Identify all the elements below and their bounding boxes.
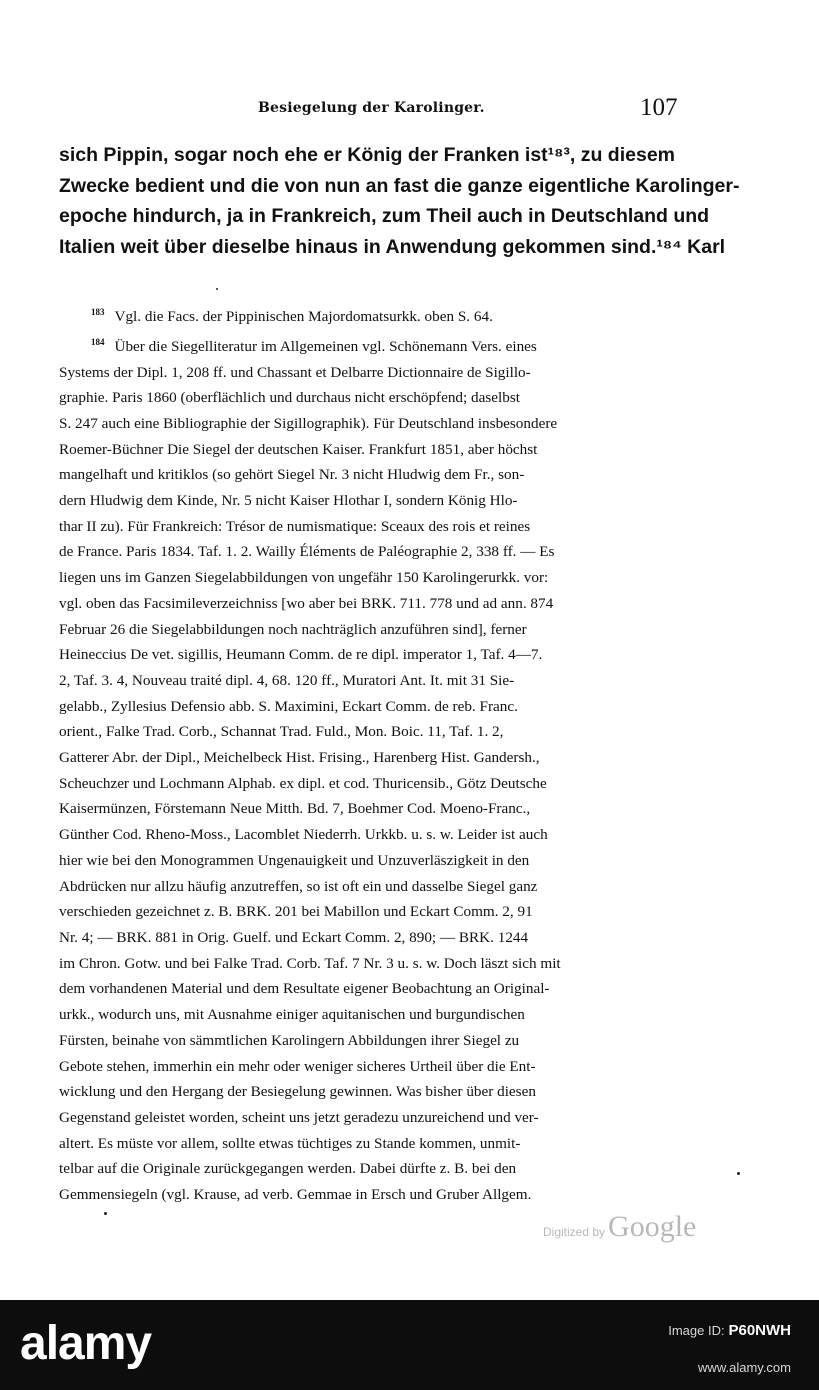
footnote-text: Günther Cod. Rheno-Moss., Lacomblet Niederrh. Urkkb. u. s. w. Leider ist auch — [59, 826, 548, 844]
footnote-text: Über die Siegelliteratur im Allgemeinen vgl. Schönemann Vers. eines — [114, 337, 537, 355]
footnote-line — [59, 1105, 685, 1131]
footnote-line — [59, 617, 685, 643]
footnote-line — [59, 539, 685, 565]
alamy-logo: alamy — [20, 1317, 152, 1370]
footnote-text: wicklung und den Hergang der Besiegelung gewinnen. Was bisher über diesen — [59, 1083, 536, 1101]
footnote-line — [59, 848, 685, 874]
image-id-value: P60NWH — [728, 1322, 791, 1339]
footnote-text: Fürsten, beinahe von sämmtlichen Karolingern Abbildungen ihrer Siegel zu — [59, 1031, 520, 1049]
footnote-text: im Chron. Gotw. und bei Falke Trad. Corb. Taf. 7 Nr. 3 u. s. w. Doch läszt sich mit — [59, 954, 561, 972]
footnote-text: telbar auf die Originale zurückgegangen werden. Dabei dürfte z. B. bei den — [59, 1160, 517, 1178]
main-text-line: Italien weit über dieselbe hinaus in Anwendung gekommen sind.¹⁸⁴ Karl — [59, 235, 726, 258]
footnote-text: Nr. 4; — BRK. 881 in Orig. Guelf. und Eckart Comm. 2, 890; — BRK. 1244 — [59, 929, 529, 946]
footnote-text: Roemer-Büchner Die Siegel der deutschen Kaiser. Frankfurt 1851, aber höchst — [59, 440, 538, 458]
footnote-line — [59, 462, 685, 488]
site-url: www.alamy.com — [698, 1360, 791, 1375]
footnote-text: verschieden gezeichnet z. B. BRK. 201 bei Mabillon und Eckart Comm. 2, 91 — [59, 903, 533, 921]
footnote-line — [59, 899, 685, 925]
footnote-line — [59, 1028, 685, 1054]
footnote-text: Systems der Dipl. 1, 208 ff. und Chassant et Delbarre Dictionnaire de Sigillo- — [59, 363, 531, 381]
footnote-text: Heineccius De vet. sigillis, Heumann Comm. de re dipl. imperator 1, Taf. 4—7. — [59, 646, 543, 664]
footnote-text: gelabb., Zyllesius Defensio abb. S. Maximini, Eckart Comm. de reb. Franc. — [59, 697, 518, 715]
footnote-line — [59, 719, 685, 745]
footnote-text: liegen uns im Ganzen Siegelabbildungen von ungefähr 150 Karolingerurkk. vor: — [59, 569, 549, 587]
footnote-line — [59, 642, 685, 668]
footnote-line — [59, 771, 685, 797]
footnote-line — [59, 360, 685, 386]
footnote-line — [59, 796, 685, 822]
footnote-text: altert. Es müste vor allem, sollte etwas tüchtiges zu Stande kommen, unmit- — [59, 1134, 521, 1152]
footnote-line — [59, 1131, 685, 1157]
footnote-text: 2, Taf. 3. 4, Nouveau traité dipl. 4, 68. 120 ff., Muratori Ant. It. mit 31 Sie- — [59, 671, 515, 689]
footnote-text: orient., Falke Trad. Corb., Schannat Trad. Fuld., Mon. Boic. 11, Taf. 1. 2, — [59, 723, 504, 741]
footnote-text: Kaisermünzen, Förstemann Neue Mitth. Bd. 7, Boehmer Cod. Moeno-Franc., — [59, 800, 531, 818]
footnote-line — [59, 1079, 685, 1105]
footnote-text: Gatterer Abr. der Dipl., Meichelbeck Hist. Frising., Harenberg Hist. Gandersh., — [59, 749, 540, 767]
footnote-marker: 183 — [91, 307, 105, 317]
footnote-text: thar II zu). Für Frankreich: Trésor de numismatique: Sceaux des rois et reines — [59, 517, 531, 535]
footnote-text: dern Hludwig dem Kinde, Nr. 5 nicht Kaiser Hlothar I, sondern König Hlo- — [59, 492, 518, 510]
footnote-line — [59, 565, 685, 591]
footnote-text: graphie. Paris 1860 (oberflächlich und durchaus nicht erschöpfend; daselbst — [59, 389, 520, 407]
stock-photo-footer — [0, 1300, 819, 1390]
footnote-line — [59, 514, 685, 540]
footnote-line — [59, 976, 685, 1002]
footnote-text: Februar 26 die Siegelabbildungen noch nachträglich anzuführen sind], ferner — [59, 620, 527, 638]
scan-speck — [104, 1212, 107, 1215]
scan-speck — [216, 288, 218, 290]
footnote-line — [59, 925, 685, 951]
footnote-line — [59, 488, 685, 514]
footnote-line — [59, 1002, 685, 1028]
footnote-text: S. 247 auch eine Bibliographie der Sigillographik). Für Deutschland insbesondere — [59, 414, 558, 432]
footnote-text: Abdrücken nur allzu häufig anzutreffen, so ist oft ein und dasselbe Siegel ganz — [59, 877, 538, 895]
footnote-first-line — [59, 330, 685, 360]
footnote-line — [59, 1182, 685, 1208]
footnote-line — [59, 385, 685, 411]
image-id-label: Image ID: — [668, 1323, 725, 1338]
footnote-text: Vgl. die Facs. der Pippinischen Majordomatsurkk. oben S. 64. — [114, 308, 493, 326]
footnote-text: Gemmensiegeln (vgl. Krause, ad verb. Gemmae in Ersch und Gruber Allgem. — [59, 1186, 532, 1204]
footnote-text: hier wie bei den Monogrammen Ungenauigkeit und Unzuverläszigkeit in den — [59, 851, 530, 869]
page-number: 107 — [640, 94, 678, 121]
footnote-text: Scheuchzer und Lochmann Alphab. ex dipl. et cod. Thuricensib., Götz Deutsche — [59, 774, 547, 792]
main-text — [59, 140, 740, 262]
footnote-text: dem vorhandenen Material und dem Resultate eigener Beobachtung an Original- — [59, 980, 550, 998]
footnote-text: mangelhaft und kritiklos (so gehört Siegel Nr. 3 nicht Hludwig dem Fr., son- — [59, 466, 525, 484]
scan-speck — [737, 1172, 740, 1175]
footnote-text: Gebote stehen, immerhin ein mehr oder weniger sicheres Urtheil über die Ent- — [59, 1057, 536, 1075]
footnote-text: de France. Paris 1834. Taf. 1. 2. Wailly Éléments de Paléographie 2, 338 ff. — Es — [59, 543, 555, 561]
footnote-line — [59, 951, 685, 977]
footnote-line — [59, 1054, 685, 1080]
footnote-line — [59, 591, 685, 617]
footnote-text: vgl. oben das Facsimileverzeichniss [wo aber bei BRK. 711. 778 und ad ann. 874 — [59, 594, 554, 612]
main-text-line: epoche hindurch, ja in Frankreich, zum Theil auch in Deutschland und — [59, 205, 710, 227]
main-text-line: Zwecke bedient und die von nun an fast die ganze eigentliche Karolinger- — [59, 174, 740, 197]
footnote-line — [59, 874, 685, 900]
footnote-line — [59, 694, 685, 720]
footnote-line — [59, 411, 685, 437]
image-id — [668, 1322, 791, 1339]
footnotes — [59, 300, 685, 1208]
footnote-line — [59, 822, 685, 848]
google-logo: Google — [608, 1210, 697, 1243]
footnote-line — [59, 437, 685, 463]
footnote-text: urkk., wodurch uns, mit Ausnahme einiger aquitanischen und burgundischen — [59, 1006, 525, 1024]
digitized-watermark — [543, 1210, 696, 1244]
main-text-line: sich Pippin, sogar noch ehe er König der Franken ist¹⁸³, zu diesem — [59, 144, 676, 166]
watermark-label: Digitized by — [543, 1225, 606, 1239]
footnote-first-line — [59, 300, 685, 330]
footnote-line — [59, 1156, 685, 1182]
footnote-marker: 184 — [91, 336, 105, 347]
footnote-text: Gegenstand geleistet worden, scheint uns jetzt geradezu unzureichend und ver- — [59, 1108, 539, 1126]
footnote-line — [59, 668, 685, 694]
running-head: Besiegelung der Karolinger. — [258, 100, 485, 116]
footnote-line — [59, 745, 685, 771]
